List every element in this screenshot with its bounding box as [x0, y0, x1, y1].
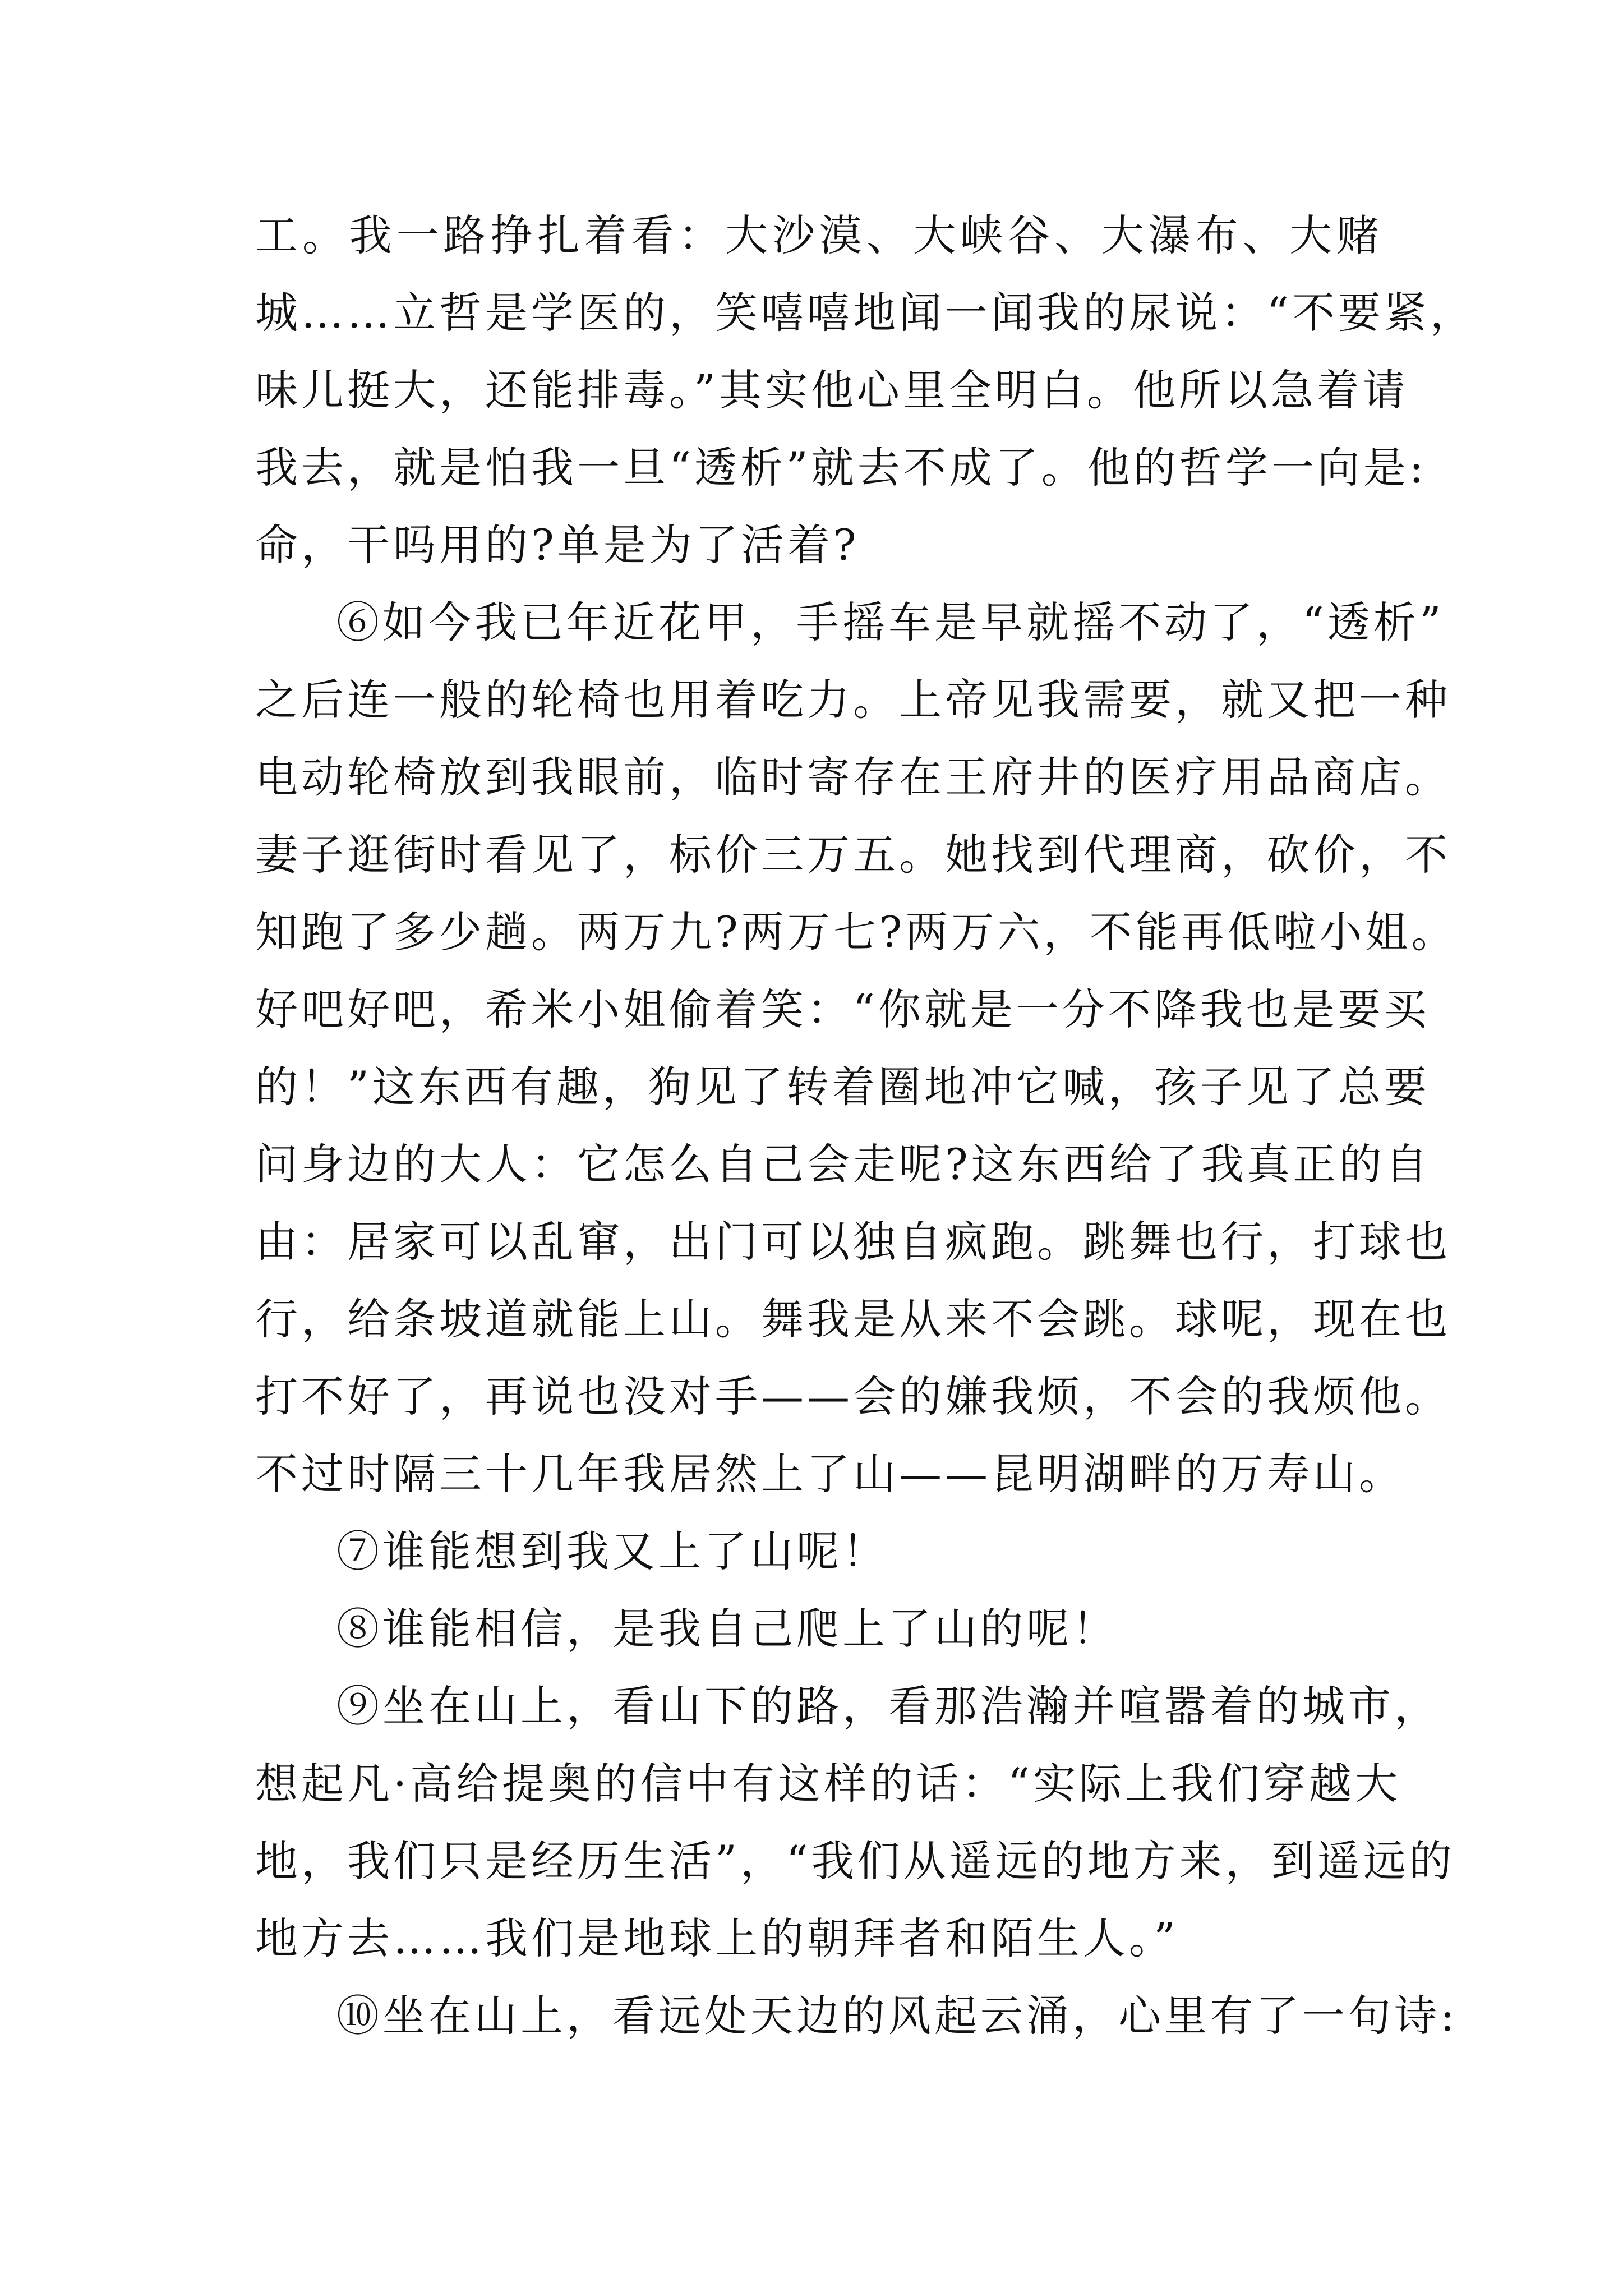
- paragraph-8: ⑧谁能相信，是我自己爬上了山的呢！: [336, 1604, 1118, 1654]
- paragraph-6-start: ⑥如今我已年近花甲，手摇车是早就摇不动了，“透析”: [336, 597, 1445, 647]
- text-line-2: 城……立哲是学医的，笑嘻嘻地闻一闻我的尿说：“不要紧，: [255, 288, 1476, 338]
- text-line-14: 由：居家可以乱窜，出门可以独自疯跑。跳舞也行，打球也: [255, 1217, 1451, 1267]
- text-line-10: 知跑了多少趟。两万九?两万七?两万六，不能再低啦小姐。: [255, 907, 1458, 957]
- text-line-8: 电动轮椅放到我眼前，临时寄存在王府井的医疗用品商店。: [255, 752, 1451, 802]
- text-line-11: 好吧好吧，希米小姐偷着笑：“你就是一分不降我也是要买: [255, 984, 1430, 1034]
- text-line-7: 之后连一般的轮椅也用着吃力。上帝见我需要，就又把一种: [255, 675, 1451, 725]
- text-line-23: 地方去……我们是地球上的朝拜者和陌生人。”: [255, 1913, 1179, 1963]
- text-line-5: 命，干吗用的?单是为了活着?: [255, 520, 860, 570]
- text-line-9: 妻子逛街时看见了，标价三万五。她找到代理商，砍价，不: [255, 830, 1451, 880]
- paragraph-9-start: ⑨坐在山上，看山下的路，看那浩瀚并喧嚣着的城市，: [336, 1681, 1440, 1731]
- text-line-13: 问身边的大人：它怎么自己会走呢?这东西给了我真正的自: [255, 1139, 1431, 1189]
- text-line-21: 想起凡·高给提奥的信中有这样的话：“实际上我们穿越大: [255, 1759, 1401, 1809]
- text-line-17: 不过时隔三十几年我居然上了山——昆明湖畔的万寿山。: [255, 1449, 1405, 1499]
- text-line-22: 地，我们只是经历生活”，“我们从遥远的地方来，到遥远的: [255, 1836, 1455, 1886]
- paragraph-10-start: ⑩坐在山上，看远处天边的风起云涌，心里有了一句诗:: [336, 1991, 1458, 2041]
- text-line-4: 我去，就是怕我一旦“透析”就去不成了。他的哲学一向是:: [255, 443, 1427, 493]
- paragraph-7: ⑦谁能想到我又上了山呢！: [336, 1526, 888, 1576]
- text-line-12: 的！”这东西有趣，狗见了转着圈地冲它喊，孩子见了总要: [255, 1062, 1430, 1112]
- text-line-3: 味儿挺大，还能排毒。”其实他心里全明白。他所以急着请: [255, 365, 1409, 415]
- text-line-1: 工。我一路挣扎着看：大沙漠、大峡谷、大瀑布、大赌: [255, 210, 1382, 260]
- text-line-15: 行，给条坡道就能上山。舞我是从来不会跳。球呢，现在也: [255, 1294, 1451, 1344]
- text-line-16: 打不好了，再说也没对手——会的嫌我烦，不会的我烦他。: [255, 1372, 1451, 1421]
